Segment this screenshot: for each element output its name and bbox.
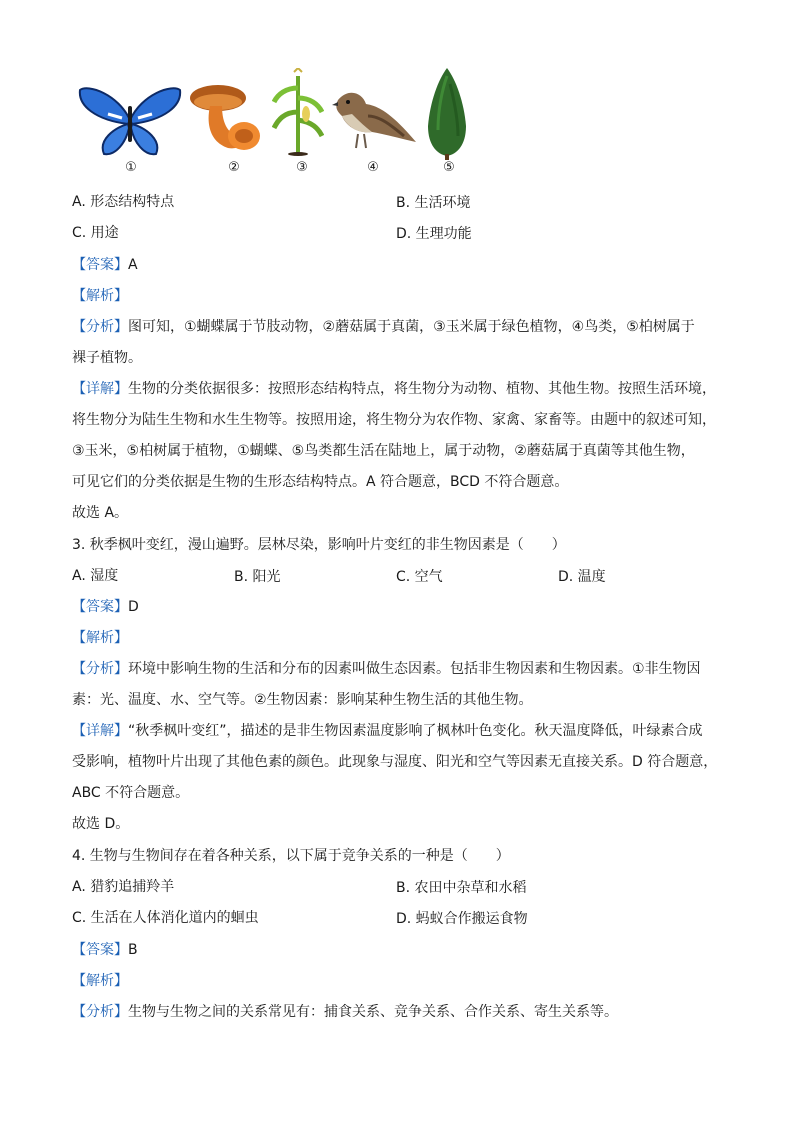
fenxi-text: 生物与生物之间的关系常见有：捕食关系、竞争关系、合作关系、寄生关系等。 [128,1004,618,1020]
cypress-tree-image [424,66,470,160]
image-label-3: ③ [296,160,308,175]
fenxi-tag: 【分析】 [72,1004,128,1020]
answer-value: B [128,942,138,958]
answer-tag: 【答案】 [72,257,128,273]
q3-option-b: B. 阳光 [234,569,281,585]
q2-fenxi-line-2: 裸子植物。 [72,350,142,366]
q2-xiangjie-line-4: 可见它们的分类依据是生物的生形态结构特点。A 符合题意，BCD 不符合题意。 [72,474,569,490]
q4-option-b: B. 农田中杂草和水稻 [396,880,527,896]
fenxi-tag: 【分析】 [72,319,128,335]
xiangjie-text: 生物的分类依据很多：按照形态结构特点，将生物分为动物、植物、其他生物。按照生活环境， [128,381,716,397]
fenxi-tag: 【分析】 [72,661,128,677]
q3-xiangjie-line-3: ABC 不符合题意。 [72,785,190,801]
q3-stem: 3. 秋季枫叶变红，漫山遍野。层林尽染，影响叶片变红的非生物因素是（ ） [72,537,566,553]
q4-option-a: A. 猎豹追捕羚羊 [72,879,175,895]
corn-plant-image [272,68,324,156]
q2-jiexi-tag: 【解析】 [72,288,128,304]
q4-option-d: D. 蚂蚁合作搬运食物 [396,911,528,927]
q3-answer [72,597,139,617]
q2-xiangjie-line-2: 将生物分为陆生生物和水生生物等。按照用途，将生物分为农作物、家禽、家畜等。由题中的叙述可知， [72,412,716,428]
q3-xiangjie-line-2: 受影响，植物叶片出现了其他色素的颜色。此现象与湿度、阳光和空气等因素无直接关系。D 符合题意， [72,754,718,770]
answer-value: A [128,257,138,273]
mushroom-image [188,80,266,158]
xiangjie-tag: 【详解】 [72,381,128,397]
answer-tag: 【答案】 [72,942,128,958]
q4-option-c: C. 生活在人体消化道内的蛔虫 [72,910,259,926]
q2-answer [72,255,138,275]
q2-conclusion: 故选 A。 [72,505,129,521]
answer-tag: 【答案】 [72,599,128,615]
xiangjie-text: “秋季枫叶变红”，描述的是非生物因素温度影响了枫林叶色变化。秋天温度降低，叶绿素合成 [128,723,703,739]
image-label-2: ② [228,160,240,175]
q2-option-d: D. 生理功能 [396,226,472,242]
image-label-1: ① [125,160,137,175]
fenxi-text: 图可知，①蝴蝶属于节肢动物，②蘑菇属于真菌，③玉米属于绿色植物，④鸟类，⑤柏树属于 [128,319,695,335]
q2-xiangjie-line-3: ③玉米，⑤柏树属于植物，①蝴蝶、⑤鸟类都生活在陆地上，属于动物，②蘑菇属于真菌等其他生物， [72,443,695,459]
sparrow-image [328,86,418,156]
answer-value: D [128,599,139,615]
q2-fenxi-line-1 [72,317,695,337]
q3-fenxi-line-2: 素：光、温度、水、空气等。②生物因素：影响某种生物生活的其他生物。 [72,692,533,708]
q4-answer [72,940,138,960]
q4-fenxi-line-1 [72,1002,618,1022]
q2-option-a: A. 形态结构特点 [72,194,175,210]
q3-conclusion: 故选 D。 [72,816,130,832]
q4-jiexi-tag: 【解析】 [72,973,128,989]
q3-option-c: C. 空气 [396,569,443,585]
fenxi-text: 环境中影响生物的生活和分布的因素叫做生态因素。包括非生物因素和生物因素。①非生物因 [128,661,701,677]
q3-option-a: A. 湿度 [72,568,119,584]
q3-xiangjie-line-1 [72,721,703,741]
q3-fenxi-line-1 [72,659,701,679]
image-label-5: ⑤ [443,160,455,175]
q4-stem: 4. 生物与生物间存在着各种关系，以下属于竞争关系的一种是（ ） [72,848,510,864]
q2-option-c: C. 用途 [72,225,119,241]
xiangjie-tag: 【详解】 [72,723,128,739]
butterfly-image [78,84,182,158]
q3-jiexi-tag: 【解析】 [72,630,128,646]
image-label-4: ④ [367,160,379,175]
q2-xiangjie-line-1 [72,379,716,399]
q3-option-d: D. 温度 [558,569,606,585]
q2-option-b: B. 生活环境 [396,195,471,211]
